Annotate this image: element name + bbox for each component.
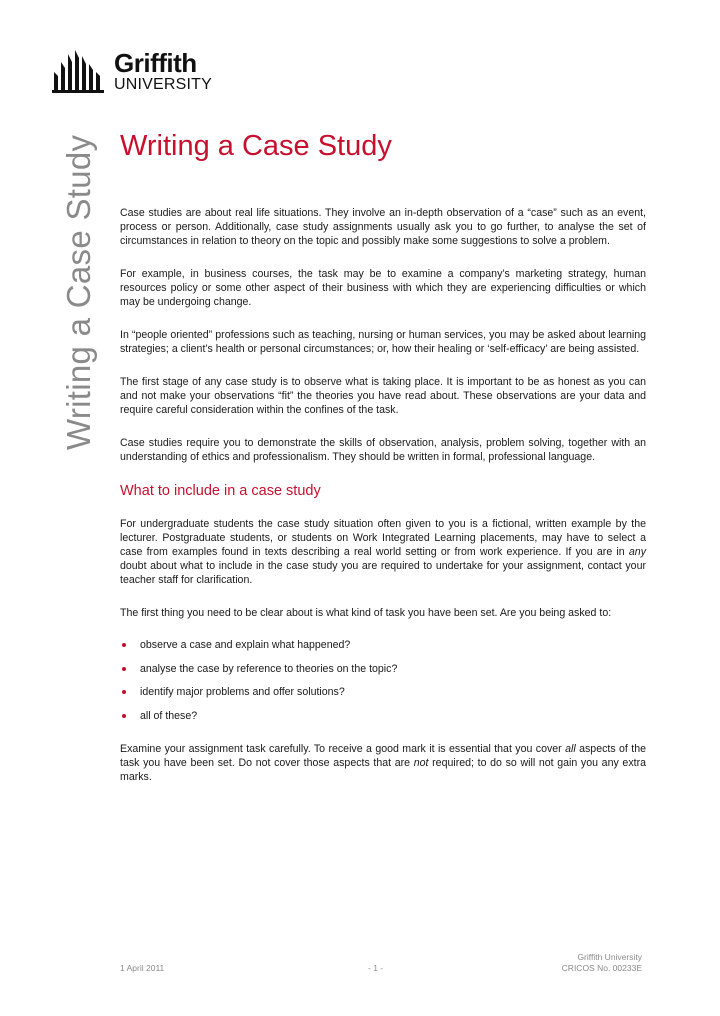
side-title: Writing a Case Study bbox=[60, 134, 97, 450]
section-paragraph bbox=[120, 742, 646, 784]
list-item-text: identify major problems and offer solutions? bbox=[140, 686, 345, 698]
section-paragraph: The first thing you need to be clear about is what kind of task you have been set. Are you being asked to: bbox=[120, 607, 612, 619]
footer-org: Griffith University bbox=[577, 952, 642, 962]
list-item bbox=[120, 709, 646, 723]
text-run: For undergraduate students the case study situation often given to you is a fictional, written example by the lecturer. Postgraduate students, or students on Work Integrated Learning placements, may have to select a case from examples found in texts describing a real world setting or from work experience. If you are in bbox=[120, 518, 646, 558]
logo-subtitle: UNIVERSITY bbox=[114, 76, 213, 93]
footer-cricos: CRICOS No. 00233E bbox=[561, 963, 642, 973]
list-item bbox=[120, 685, 646, 699]
list-item-text: all of these? bbox=[140, 709, 198, 722]
griffith-logo-icon bbox=[52, 50, 108, 94]
bullet-icon bbox=[122, 714, 126, 718]
main-content bbox=[120, 206, 646, 803]
footer-institution bbox=[562, 952, 642, 974]
bullet-icon bbox=[122, 690, 126, 694]
text-run: aspects of the task you have been set. Do not cover those aspects that are bbox=[120, 742, 646, 769]
section-paragraph bbox=[120, 517, 646, 587]
page-title: Writing a Case Study bbox=[120, 130, 392, 162]
section-heading: What to include in a case study bbox=[120, 483, 321, 499]
footer-date: 1 April 2011 bbox=[120, 963, 165, 973]
paragraph: Case studies require you to demonstrate the skills of observation, analysis, problem solving, together with an understanding of ethics and professionalism. They should be written in formal, professional language. bbox=[120, 437, 646, 463]
text-run: doubt about what to include in the case study you are required to undertake for your assignment, contact your teacher staff for clarification. bbox=[120, 560, 646, 586]
page-number: - 1 - bbox=[368, 963, 384, 973]
emphasis: any bbox=[628, 546, 646, 558]
bullet-icon bbox=[122, 643, 126, 647]
emphasis: not bbox=[413, 756, 429, 769]
text-run: Examine your assignment task carefully. To receive a good mark it is essential that you cover bbox=[120, 742, 566, 755]
paragraph: In “people oriented” professions such as teaching, nursing or human services, you may be asked about learning strategies; a client’s health or personal circumstances; or, how their healing or ‘self-efficacy’ are being assisted. bbox=[120, 329, 646, 355]
paragraph: For example, in business courses, the task may be to examine a company’s marketing strategy, human resources policy or some other aspect of their business with which they are experiencing difficulties or which may be undergoing change. bbox=[120, 268, 646, 308]
paragraph: The first stage of any case study is to observe what is taking place. It is important to be as honest as you can and not make your observations “fit” the theories you have read about. These observations are your data and require careful consideration within the confines of the task. bbox=[120, 376, 646, 416]
griffith-logo bbox=[52, 48, 242, 98]
task-list bbox=[120, 638, 646, 723]
list-item bbox=[120, 662, 646, 676]
emphasis: all bbox=[565, 742, 576, 755]
list-item bbox=[120, 638, 646, 652]
list-item-text: observe a case and explain what happened? bbox=[140, 639, 351, 651]
bullet-icon bbox=[122, 667, 126, 671]
logo-wordmark: Griffith bbox=[114, 48, 197, 78]
paragraph: Case studies are about real life situations. They involve an in-depth observation of a “case” such as an event, process or person. Additionally, case study assignments usually ask you to go further, to analyse the set of circumstances in relation to theory on the topic and possibly make some suggestions to solve a problem. bbox=[120, 207, 646, 247]
list-item-text: analyse the case by reference to theories on the topic? bbox=[140, 662, 398, 675]
text-run: required; to do so will not gain you any extra marks. bbox=[120, 756, 646, 783]
page-footer bbox=[120, 946, 646, 976]
